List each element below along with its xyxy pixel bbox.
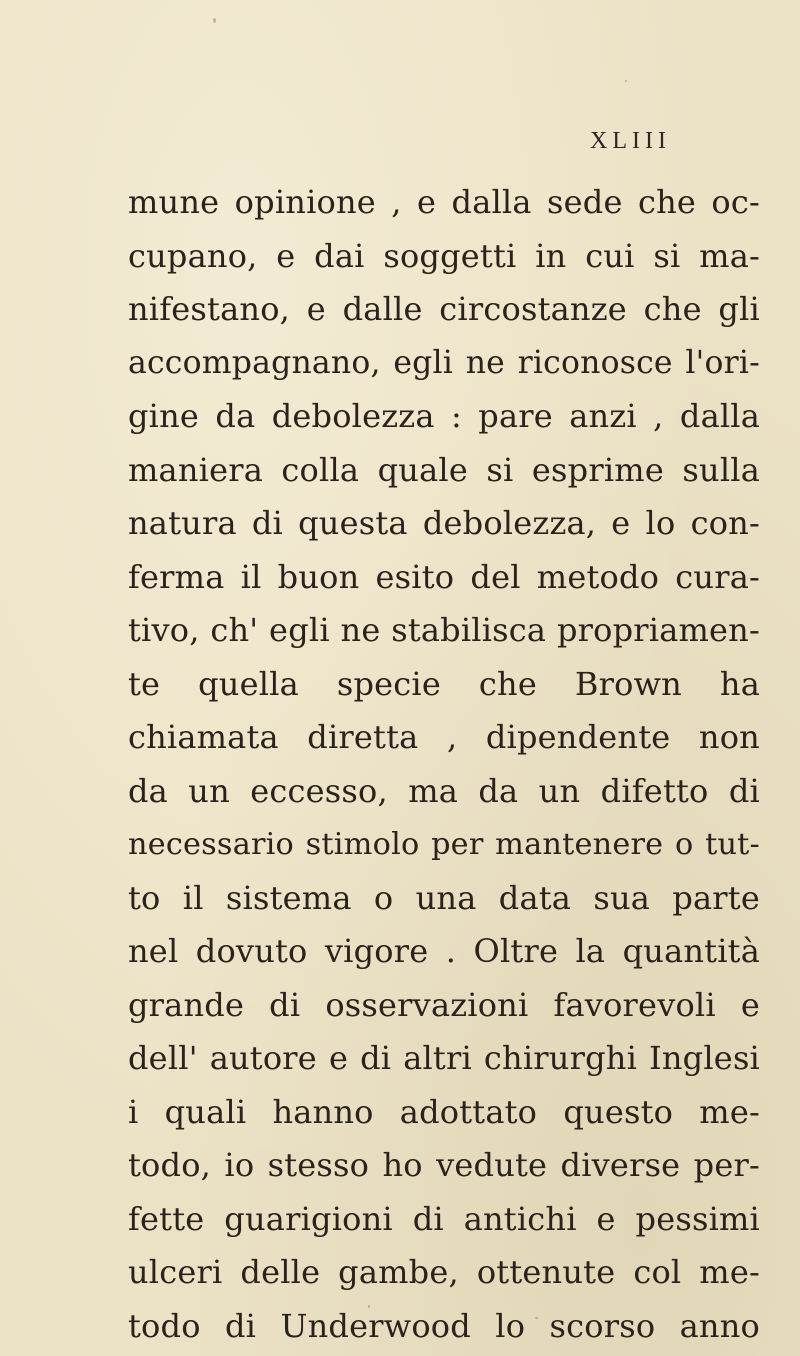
text-line: gine da debolezza : pare anzi , dalla — [128, 397, 760, 435]
text-line: cupano, e dai soggetti in cui si ma- — [128, 236, 760, 275]
body-text — [128, 176, 760, 1353]
text-line: te quella specie che Brown ha — [128, 664, 760, 703]
text-line: ferma il buon esito del metodo cura- — [128, 557, 760, 596]
text-line: mune opinione , e dalla sede che oc- — [128, 183, 760, 221]
page-number: XLIII — [590, 128, 671, 154]
text-line: dell' autore e di altri chirurghi Inglesi — [128, 1039, 760, 1077]
text-line: todo di Underwood lo scorso anno — [128, 1306, 760, 1345]
text-line: fette guarigioni di antichi e pessimi — [128, 1199, 760, 1238]
text-line: accompagnano, egli ne riconosce l'ori- — [128, 344, 760, 381]
text-line: todo, io stesso ho vedute diverse per- — [128, 1146, 760, 1184]
text-line: tivo, ch' egli ne stabilisca propriamen- — [128, 611, 760, 649]
text-line: grande di osservazioni favorevoli e — [128, 985, 760, 1024]
text-line: maniera colla quale si esprime sulla — [128, 450, 760, 489]
text-line: nel dovuto vigore . Oltre la quantità — [128, 932, 760, 970]
text-line: necessario stimolo per mantenere o tut- — [128, 827, 760, 862]
text-line: to il sistema o una data sua parte — [128, 878, 760, 917]
text-line: i quali hanno adottato questo me- — [128, 1092, 760, 1131]
text-line: natura di questa debolezza, e lo con- — [128, 504, 760, 542]
text-line: da un eccesso, ma da un difetto di — [128, 771, 760, 810]
text-line: chiamata diretta , dipendente non — [128, 718, 760, 756]
text-line: ulceri delle gambe, ottenute col me- — [128, 1253, 760, 1291]
text-line: nifestano, e dalle circostanze che gli — [128, 290, 760, 328]
